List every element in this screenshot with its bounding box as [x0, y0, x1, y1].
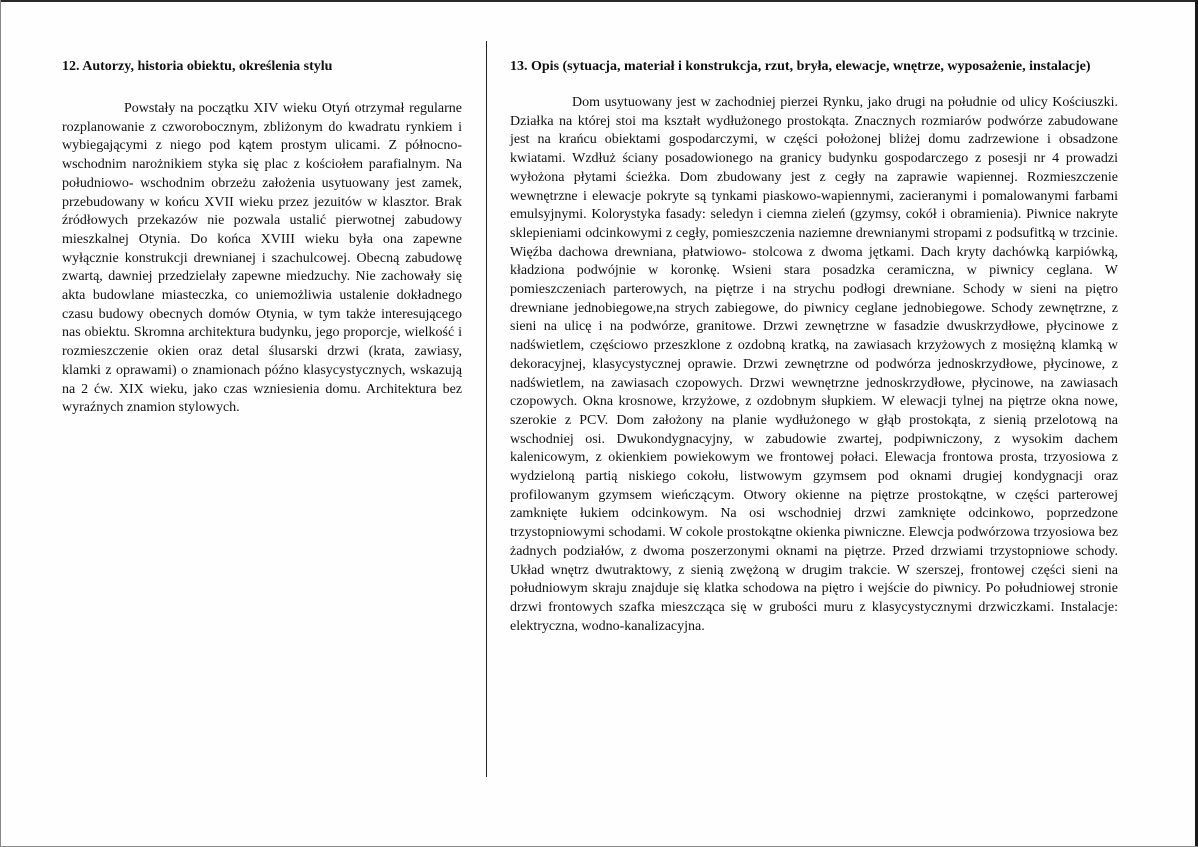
scan-edge-top — [0, 0, 1198, 2]
section-12-heading: 12. Autorzy, historia obiektu, określenia stylu — [62, 59, 333, 74]
section-12-body: Powstały na początku XIV wieku Otyń otrzymał regularne rozplanowanie z czworobocznym, zbliżonym do kwadratu rynkiem i wybiegającymi z niego pod kątem prostym ulicami. Z północno- wschodnim narożnikiem styka się plac z kościołem parafialnym. Na południowo- wschodnim obrzeżu założenia usytuowany jest zamek, przebudowany w końcu XVII wieku przez jezuitów w klasztor. Brak źródłowych przekazów nie pozwala ustalić pierwotnej zabudowy mieszkalnej Otynia. Do końca XVIII wieku była ona zapewne wyłącznie konstrukcji drewnianej i szachulcowej. Obecną zabudowę zwartą, dawniej przedzielały zapewne miedzuchy. Nie zachowały się akta budowlane miasteczka, co uniemożliwia ustalenie dokładnego czasu budowy obecnych domów Otynia, w tym także interesującego nas obiektu. Skromna architektura budynku, jego proporcje, wielkość i rozmieszczenie okien oraz detal ślusarski drzwi (krata, zawiasy, klamki z oprawami) o znamionach późno klasycystycznych, wskazują na 2 ćw. XIX wieku, jako czas wzniesienia domu. Architektura bez wyraźnych znamion stylowych. — [62, 101, 462, 416]
column-divider — [486, 41, 487, 777]
scan-edge-left — [0, 0, 1, 847]
section-13-heading: 13. Opis (sytuacja, materiał i konstrukcja, rzut, bryła, elewacje, wnętrze, wyposażenie, instalacje) — [510, 59, 1091, 74]
section-13-column — [510, 58, 1118, 636]
section-13-body: Dom usytuowany jest w zachodniej pierzei Rynku, jako drugi na południe od ulicy Kościuszki. Działka na której stoi ma kształt wydłużonego prostokąta. Znacznych rozmiarów podwórze zabudowane jest na krańcu obiektami gospodarczymi, w części położonej bliżej domu zadrzewione i obsadzone kwiatami. Wzdłuż ściany posadowionego na granicy budynku gospodarczego z posesji nr 4 prowadzi wyłożona płytami ścieżka. Dom zbudowany jest z cegły na zaprawie wapiennej. Rozmieszczenie wewnętrzne i elewacje pokryte są tynkami piaskowo-wapiennymi, zacieranymi i pomalowanymi farbami emulsyjnymi. Kolorystyka fasady: seledyn i ciemna zieleń (gzymsy, cokół i obramienia). Piwnice nakryte sklepieniami odcinkowymi z cegły, pomieszczenia naziemne drewnianymi stropami z podsufitką w trzcinie. Więźba dachowa drewniana, płatwiowo- stolcowa z dwoma jętkami. Dach kryty dachówką karpiówką, kładziona podwójnie w koronkę. Wsieni stara posadzka ceramiczna, w piwnicy ceglana. W pomieszczeniach parterowych, na piętrze i na strychu podłogi drewniane. Schody w sieni na piętro drewniane jednobiegowe,na strych zabiegowe, do piwnicy ceglane jednobiegowe. Schody zewnętrzne, z sieni na ulicę i na podwórze, granitowe. Drzwi zewnętrzne w fasadzie dwuskrzydłowe, płycinowe z nadświetlem, częściowo przeszklone z ozdobną kratką, na zawiasach krzyżowych z mosiężną klamką w dekoracyjnej, klasycystycznej oprawie. Drzwi zewnętrzne od podwórza jednoskrzydłowe, płycinowe, z nadświetlem, na zawiasach czopowych. Drzwi wewnętrzne jednoskrzydłowe, płycinowe, na zawiasach czopowych. Okna krosnowe, krzyżowe, z ozdobnym słupkiem. W elewacji tylnej na piętrze okna nowe, szerokie z PCV. Dom założony na planie wydłużonego w głąb prostokąta, z sienią przelotową na wschodniej osi. Dwukondygnacyjny, w zabudowie zwartej, podpiwniczony, z wysokim dachem kalenicowym, z okienkiem powiekowym we frontowej połaci. Elewacja frontowa prosta, trzyosiowa z wydzieloną partią niskiego cokołu, listwowym gzymsem pod oknami drugiej kondygnacji oraz profilowanym gzymsem wieńczącym. Otwory okienne na piętrze prostokątne, w części parterowej zamknięte łukiem odcinkowym. Na osi wschodniej drzwi zamknięte odcinkowo, poprzedzone trzystopniowymi schodami. W cokole prostokątne okienka piwniczne. Elewcja podwórzowa trzyosiowa bez żadnych podziałów, z dwoma poszerzonymi oknami na piętrze. Przed drzwiami trzystopniowe schody. Układ wnętrz dwutraktowy, z sienią zwężoną w drugim trakcie. W szerszej, frontowej części sieni na południowym skraju znajduje się klatka schodowa na piętro i wejście do piwnicy. Po południowej stronie drzwi frontowych szafka mieszcząca się w grubości muru z klasycystycznymi drzwiczkami. Instalacje: elektryczna, wodno-kanalizacyjna. — [510, 95, 1118, 634]
section-12-column — [62, 58, 462, 418]
